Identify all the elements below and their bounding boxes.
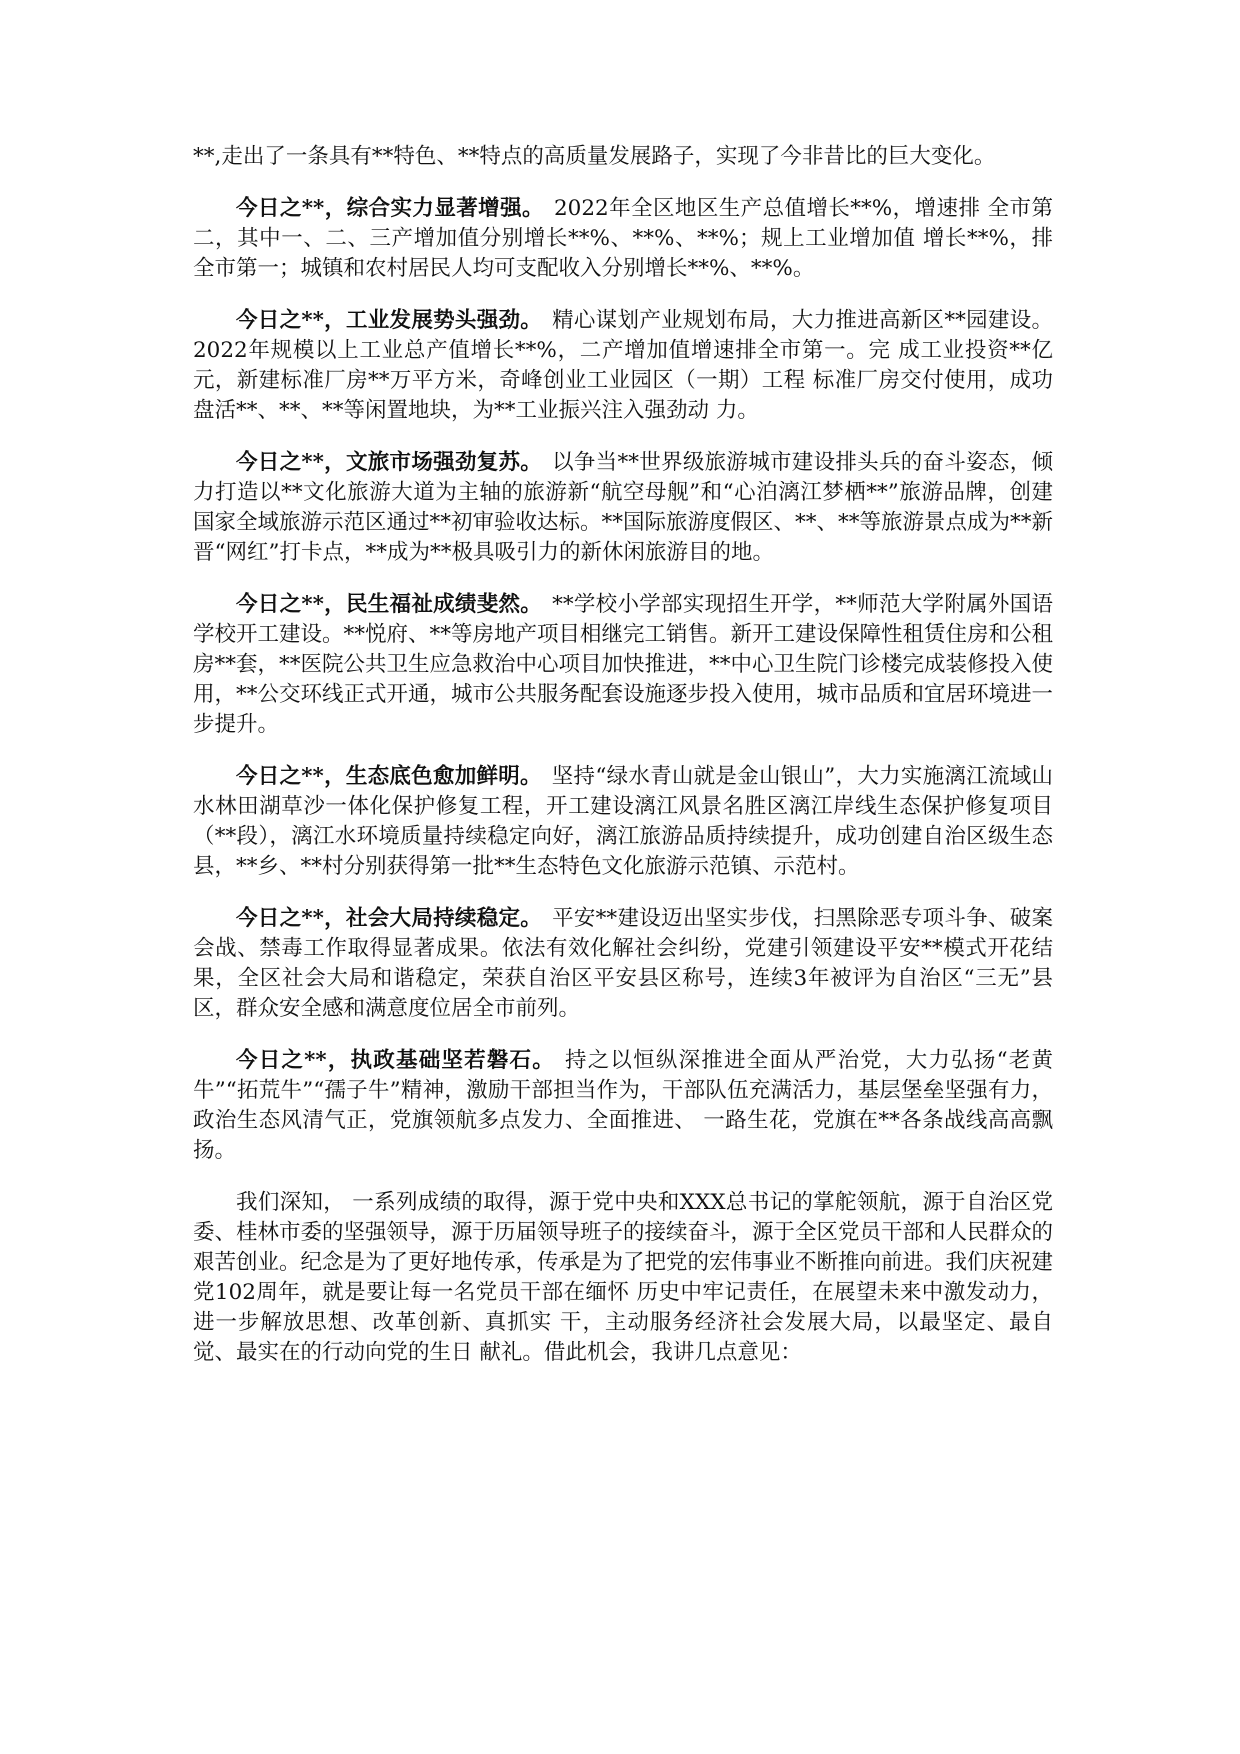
paragraph-heading: 今日之**，生态底色愈加鲜明。: [236, 764, 542, 789]
paragraph-tourism: [193, 448, 1053, 568]
paragraph-governance: [193, 1046, 1053, 1166]
paragraph-heading: 今日之**，执政基础坚若磐石。: [236, 1048, 555, 1073]
paragraph-text: 持之以恒纵深推进全面从严治党，大力弘扬“老黄牛”“拓荒牛”“孺子牛”精神，激励干部担当作为，干部队伍充满活力，基层堡垒坚强有力，政治生态风清气正，党旗领航多点发力、全面推进、 一路生花，党旗在**各条战线高高飘扬。: [193, 1048, 1053, 1163]
document-body: [193, 142, 1053, 1390]
paragraph-heading: 今日之**，社会大局持续稳定。: [236, 906, 543, 931]
paragraph-social-stability: [193, 904, 1053, 1024]
paragraph-ecology: [193, 762, 1053, 882]
paragraph-overall-strength: [193, 194, 1053, 284]
paragraph-heading: 今日之**，工业发展势头强劲。: [236, 308, 543, 333]
paragraph-text: 平安**建设迈出坚实步伐，扫黑除恶专项斗争、破案会战、禁毒工作取得显著成果。依法有效化解社会纠纷，党建引领建设平安**模式开花结果，全区社会大局和谐稳定，荣获自治区平安县区称号，连续3年被评为自治区“三无”县区，群众安全感和满意度位居全市前列。: [193, 906, 1053, 1021]
paragraph-intro-continuation: [193, 142, 1053, 172]
paragraph-text: 我们深知， 一系列成绩的取得，源于党中央和XXX总书记的掌舵领航，源于自治区党委、桂林市委的坚强领导，源于历届领导班子的接续奋斗，源于全区党员干部和人民群众的艰苦创业。纪念是为了更好地传承，传承是为了把党的宏伟事业不断推向前进。我们庆祝建党102周年，就是要让每一名党员干部在缅怀 历史中牢记责任，在展望未来中激发动力，进一步解放思想、改革创新、真抓实 干，主动服务经济社会发展大局，以最坚定、最自觉、最实在的行动向党的生日 献礼。借此机会，我讲几点意见：: [193, 1190, 1054, 1365]
paragraph-heading: 今日之**，民生福祉成绩斐然。: [236, 592, 543, 617]
paragraph-text: **学校小学部实现招生开学，**师范大学附属外国语学校开工建设。**悦府、**等房地产项目相继完工销售。新开工建设保障性租赁住房和公租房**套，**医院公共卫生应急救治中心项目加快推进，**中心卫生院门诊楼完成装修投入使用，**公交环线正式开通，城市公共服务配套设施逐步投入使用，城市品质和宜居环境进一步提升。: [193, 592, 1054, 737]
paragraph-text: 精心谋划产业规划布局，大力推进高新区**园建设。2022年规模以上工业总产值增长**%，二产增加值增速排全市第一。完 成工业投资**亿元，新建标准厂房**万平方米，奇峰创业工业园区（一期）工程 标准厂房交付使用，成功盘活**、**、**等闲置地块，为**工业振兴注入强劲动 力。: [193, 308, 1053, 423]
paragraph-industry: [193, 306, 1053, 426]
paragraph-livelihood: [193, 590, 1053, 740]
paragraph-text: **,走出了一条具有**特色、**特点的高质量发展路子，实现了今非昔比的巨大变化。: [193, 144, 996, 169]
paragraph-text: 2022年全区地区生产总值增长**%，增速排 全市第二，其中一、二、三产增加值分别增长**%、**%、**%；规上工业增加值 增长**%，排全市第一；城镇和农村居民人均可支配收入分别增长**%、**%。: [193, 196, 1053, 281]
paragraph-text: 坚持“绿水青山就是金山银山”，大力实施漓江流域山水林田湖草沙一体化保护修复工程，开工建设漓江风景名胜区漓江岸线生态保护修复项目（**段），漓江水环境质量持续稳定向好，漓江旅游品质持续提升，成功创建自治区级生态县，**乡、**村分别获得第一批**生态特色文化旅游示范镇、示范村。: [193, 764, 1053, 879]
paragraph-heading: 今日之**，综合实力显著增强。: [236, 196, 544, 221]
paragraph-heading: 今日之**，文旅市场强劲复苏。: [236, 450, 543, 475]
paragraph-conclusion: [193, 1188, 1053, 1368]
paragraph-text: 以争当**世界级旅游城市建设排头兵的奋斗姿态，倾力打造以**文化旅游大道为主轴的旅游新“航空母舰”和“心泊漓江梦栖**”旅游品牌，创建国家全域旅游示范区通过**初审验收达标。**国际旅游度假区、**、**等旅游景点成为**新晋“网红”打卡点，**成为**极具吸引力的新休闲旅游目的地。: [193, 450, 1054, 565]
